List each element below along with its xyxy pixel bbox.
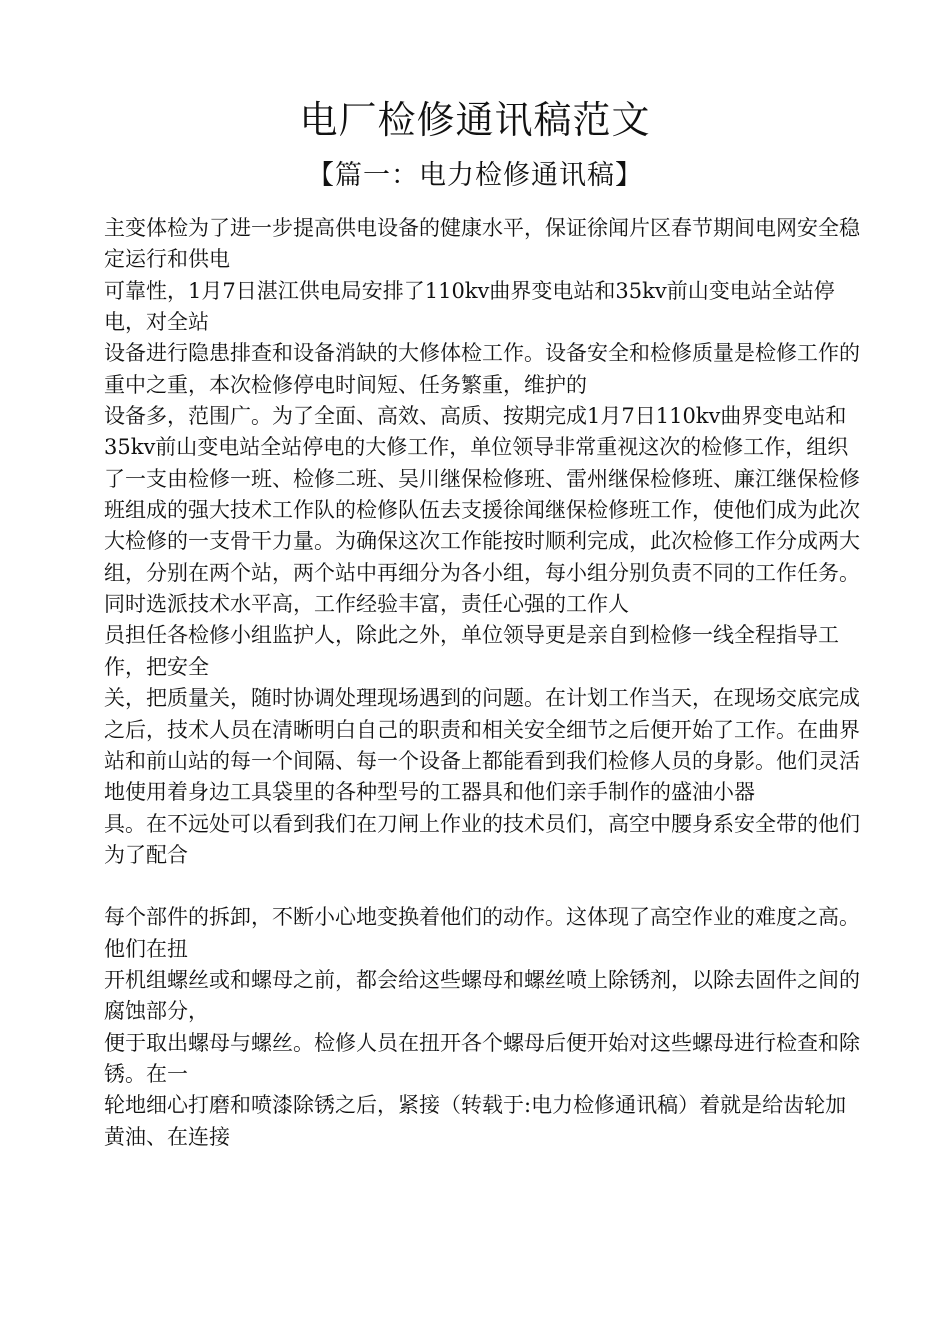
paragraph-2: 可靠性，1月7日湛江供电局安排了110kv曲界变电站和35kv前山变电站全站停电，对全站 bbox=[104, 278, 835, 335]
paragraph-8: 每个部件的拆卸，不断小心地变换着他们的动作。这体现了高空作业的难度之高。他们在扭 bbox=[104, 905, 860, 961]
paragraph-3: 设备进行隐患排查和设备消缺的大修体检工作。设备安全和检修质量是检修工作的重中之重，本次检修停电时间短、任务繁重，维护的 bbox=[104, 341, 860, 397]
paragraph-11: 轮地细心打磨和喷漆除锈之后，紧接（转载于:电力检修通讯稿）着就是给齿轮加黄油、在连接 bbox=[104, 1093, 847, 1149]
section-heading: 【篇一：电力检修通讯稿】 bbox=[307, 160, 643, 191]
paragraph-gap bbox=[104, 871, 864, 902]
paragraph-9: 开机组螺丝或和螺母之前，都会给这些螺母和螺丝喷上除锈剂，以除去固件之间的腐蚀部分， bbox=[104, 967, 860, 1024]
document-body bbox=[104, 213, 864, 1153]
paragraph-10: 便于取出螺母与螺丝。检修人员在扭开各个螺母后便开始对这些螺母进行检查和除锈。在一 bbox=[104, 1030, 860, 1086]
paragraph-5: 员担任各检修小组监护人，除此之外，单位领导更是亲自到检修一线全程指导工作，把安全 bbox=[104, 623, 839, 679]
paragraph-7: 具。在不远处可以看到我们在刀闸上作业的技术员们，高空中腰身系安全带的他们为了配合 bbox=[104, 811, 860, 867]
paragraph-4: 设备多，范围广。为了全面、高效、高质、按期完成1月7日110kv曲界变电站和35kv前山变电站全站停电的大修工作，单位领导非常重视这次的检修工作，组织了一支由检修一班、检修二班、吴川继保检修班、雷州继保检修班、廉江继保检修班组成的强大技术工作队的检修队伍去支援徐闻继保检修班工作，使他们成为此次大检修的一支骨干力量。为确保这次工作能按时顺利完成，此次检修工作分成两大组，分别在两个站，两个站中再细分为各小组，每小组分别负责不同的工作任务。同时选派技术水平高，工作经验丰富，责任心强的工作人 bbox=[104, 404, 860, 617]
paragraph-6: 关，把质量关，随时协调处理现场遇到的问题。在计划工作当天，在现场交底完成之后，技术人员在清晰明白自己的职责和相关安全细节之后便开始了工作。在曲界站和前山站的每一个间隔、每一个设备上都能看到我们检修人员的身影。他们灵活地使用着身边工具袋里的各种型号的工器具和他们亲手制作的盛油小器 bbox=[104, 686, 860, 805]
document-title: 电厂检修通讯稿范文 bbox=[299, 98, 651, 142]
paragraph-1: 主变体检为了进一步提高供电设备的健康水平，保证徐闻片区春节期间电网安全稳定运行和供电 bbox=[104, 216, 860, 272]
